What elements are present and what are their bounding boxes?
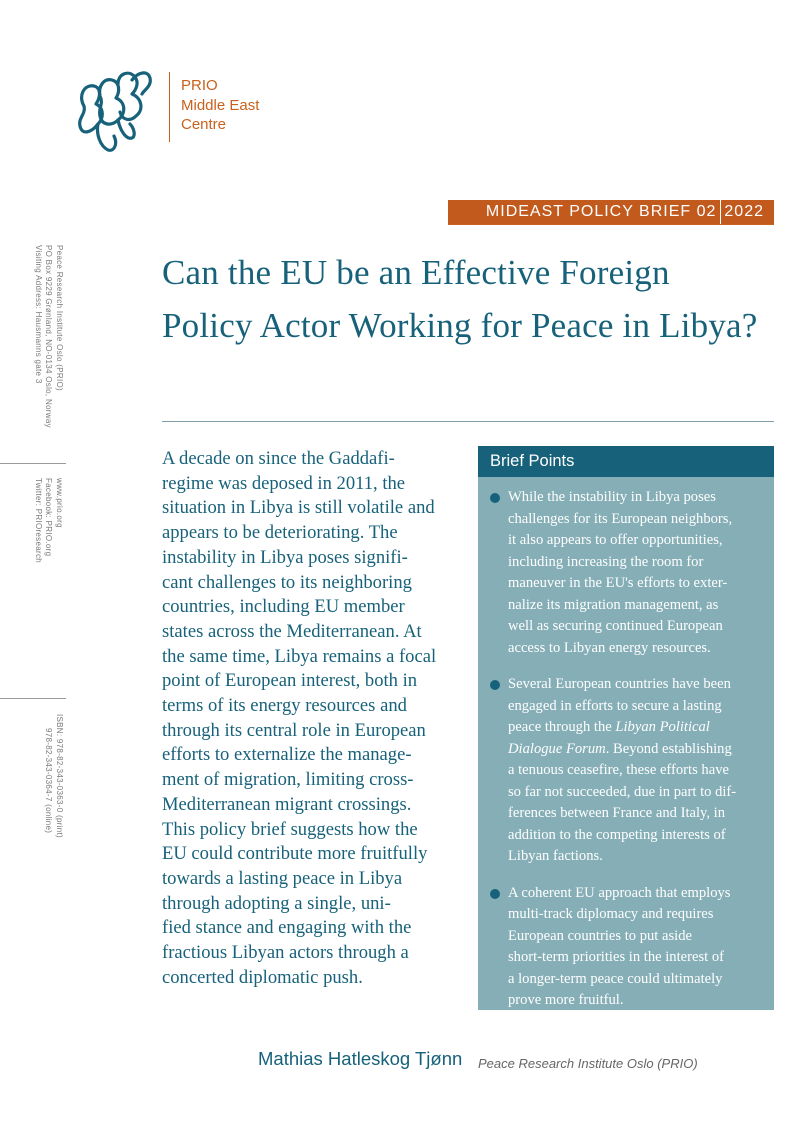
side-facebook: Facebook: PRIO.org [44, 478, 54, 557]
brief-point-line: A coherent EU approach that employs [508, 884, 731, 901]
brief-point-line [508, 739, 766, 761]
logo-divider [169, 72, 170, 142]
intro-line: cant challenges to its neighboring [162, 571, 412, 593]
prio-logo-icon [74, 66, 156, 154]
brief-point-line: prove more fruitful. [508, 992, 624, 1008]
brief-point-line [508, 717, 766, 739]
intro-line: fractious Libyan actors through a [162, 942, 409, 964]
title-rule [162, 421, 774, 422]
side-isbn-online: 978-82-343-0364-7 (online) [44, 728, 54, 834]
author-affiliation: Peace Research Institute Oslo (PRIO) [478, 1056, 698, 1071]
side-web-url: www.prio.org [55, 478, 64, 528]
title-line-2: Policy Actor Working for Peace in Libya? [162, 306, 758, 345]
title-line-1: Can the EU be an Effective Foreign [162, 253, 670, 292]
brief-point-line: While the instability in Libya poses [508, 489, 716, 505]
series-label-bar [448, 200, 774, 224]
intro-line: EU could contribute more fruitfully [162, 843, 428, 865]
brief-point-line: a tenuous ceasefire, these efforts have [508, 762, 729, 778]
side-address-line-3: Visiting Address: Hausmanns gate 3 [34, 245, 43, 384]
side-isbn-print: ISBN: 978-82-343-0363-0 (print) [55, 714, 64, 839]
intro-paragraph [162, 447, 467, 990]
side-twitter: Twitter: PRIOresearch [34, 478, 43, 563]
brief-point-3 [490, 883, 766, 1012]
brief-point-line: well as securing continued European [508, 618, 723, 634]
brief-point-line: challenges for its European neighbors, [508, 510, 733, 527]
brief-point-line: short-term priorities in the interest of [508, 949, 725, 965]
brief-point-line: European countries to put aside [508, 927, 692, 944]
intro-line: terms of its energy resources and [162, 695, 407, 717]
series-label: MIDEAST POLICY BRIEF [485, 203, 692, 220]
forum-name-part-2: Dialogue Forum [508, 740, 606, 757]
logo-line-middle-east: Middle East [181, 96, 260, 114]
brief-points-heading: Brief Points [478, 446, 774, 477]
intro-line: appears to be deteriorating. The [162, 522, 398, 544]
bullet-icon [490, 680, 500, 690]
side-rule-1 [0, 463, 66, 464]
intro-line: ment of migration, limiting cross- [162, 769, 414, 791]
intro-line: concerted diplomatic push. [162, 966, 363, 988]
brief-point-line: including increasing the room for [508, 553, 704, 570]
brief-points-box [478, 446, 774, 1010]
intro-line: This policy brief suggests how the [162, 818, 418, 840]
brief-point-line: addition to the competing interests of [508, 826, 726, 843]
brief-point-1 [490, 487, 766, 659]
series-number: 02 [697, 200, 722, 224]
forum-name-part-1: Libyan Political [615, 719, 710, 735]
brief-point-2 [490, 674, 766, 868]
series-year: 2022 [724, 203, 764, 220]
intro-line: states across the Mediterranean. At [162, 620, 422, 642]
intro-line: regime was deposed in 2011, the [162, 472, 406, 494]
side-address-line-2: PO Box 9229 Grønland, NO-0134 Oslo, Norway [44, 245, 54, 428]
intro-line: Mediterranean migrant crossings. [162, 793, 412, 815]
brief-point-line: a longer-term peace could ultimately [508, 970, 723, 987]
logo-text [181, 76, 259, 135]
intro-line: the same time, Libya remains a focal [162, 645, 437, 667]
brief-point-line: access to Libyan energy resources. [508, 639, 711, 656]
brief-point-line: nalize its migration management, as [508, 596, 719, 613]
side-address-line-1: Peace Research Institute Oslo (PRIO) [55, 245, 64, 391]
intro-line: efforts to externalize the manage- [162, 744, 412, 766]
series-rule [448, 224, 774, 225]
brief-point-line: it also appears to offer opportunities, [508, 532, 723, 548]
page-title [162, 246, 782, 352]
logo-line-centre: Centre [181, 116, 227, 133]
intro-line: point of European interest, both in [162, 670, 418, 692]
brief-point-text: peace through the [508, 719, 616, 735]
brief-point-line: so far not succeeded, due in part to dif- [508, 783, 737, 800]
intro-line: through adopting a single, uni- [162, 892, 391, 914]
brief-point-line: Several European countries have been [508, 676, 731, 692]
intro-line: through its central role in European [162, 719, 426, 741]
brief-point-line: engaged in efforts to secure a lasting [508, 697, 722, 714]
brief-point-line: Libyan factions. [508, 848, 603, 864]
brief-point-line: ferences between France and Italy, in [508, 805, 726, 821]
brief-point-line: maneuver in the EU's efforts to exter- [508, 575, 728, 591]
logo-line-prio: PRIO [181, 77, 218, 94]
intro-line: instability in Libya poses signifi- [162, 546, 408, 568]
intro-line: situation in Libya is still volatile and [162, 497, 435, 519]
brief-point-line: multi-track diplomacy and requires [508, 906, 714, 922]
brief-points-list [478, 477, 774, 1012]
side-rule-2 [0, 698, 66, 699]
bullet-icon [490, 889, 500, 899]
brief-point-text: . Beyond establishing [605, 740, 732, 757]
author-name: Mathias Hatleskog Tjønn [258, 1048, 463, 1069]
intro-line: A decade on since the Gaddafi- [162, 448, 395, 469]
intro-line: fied stance and engaging with the [162, 917, 412, 939]
intro-line: towards a lasting peace in Libya [162, 867, 403, 889]
bullet-icon [490, 493, 500, 503]
intro-line: countries, including EU member [162, 596, 405, 618]
